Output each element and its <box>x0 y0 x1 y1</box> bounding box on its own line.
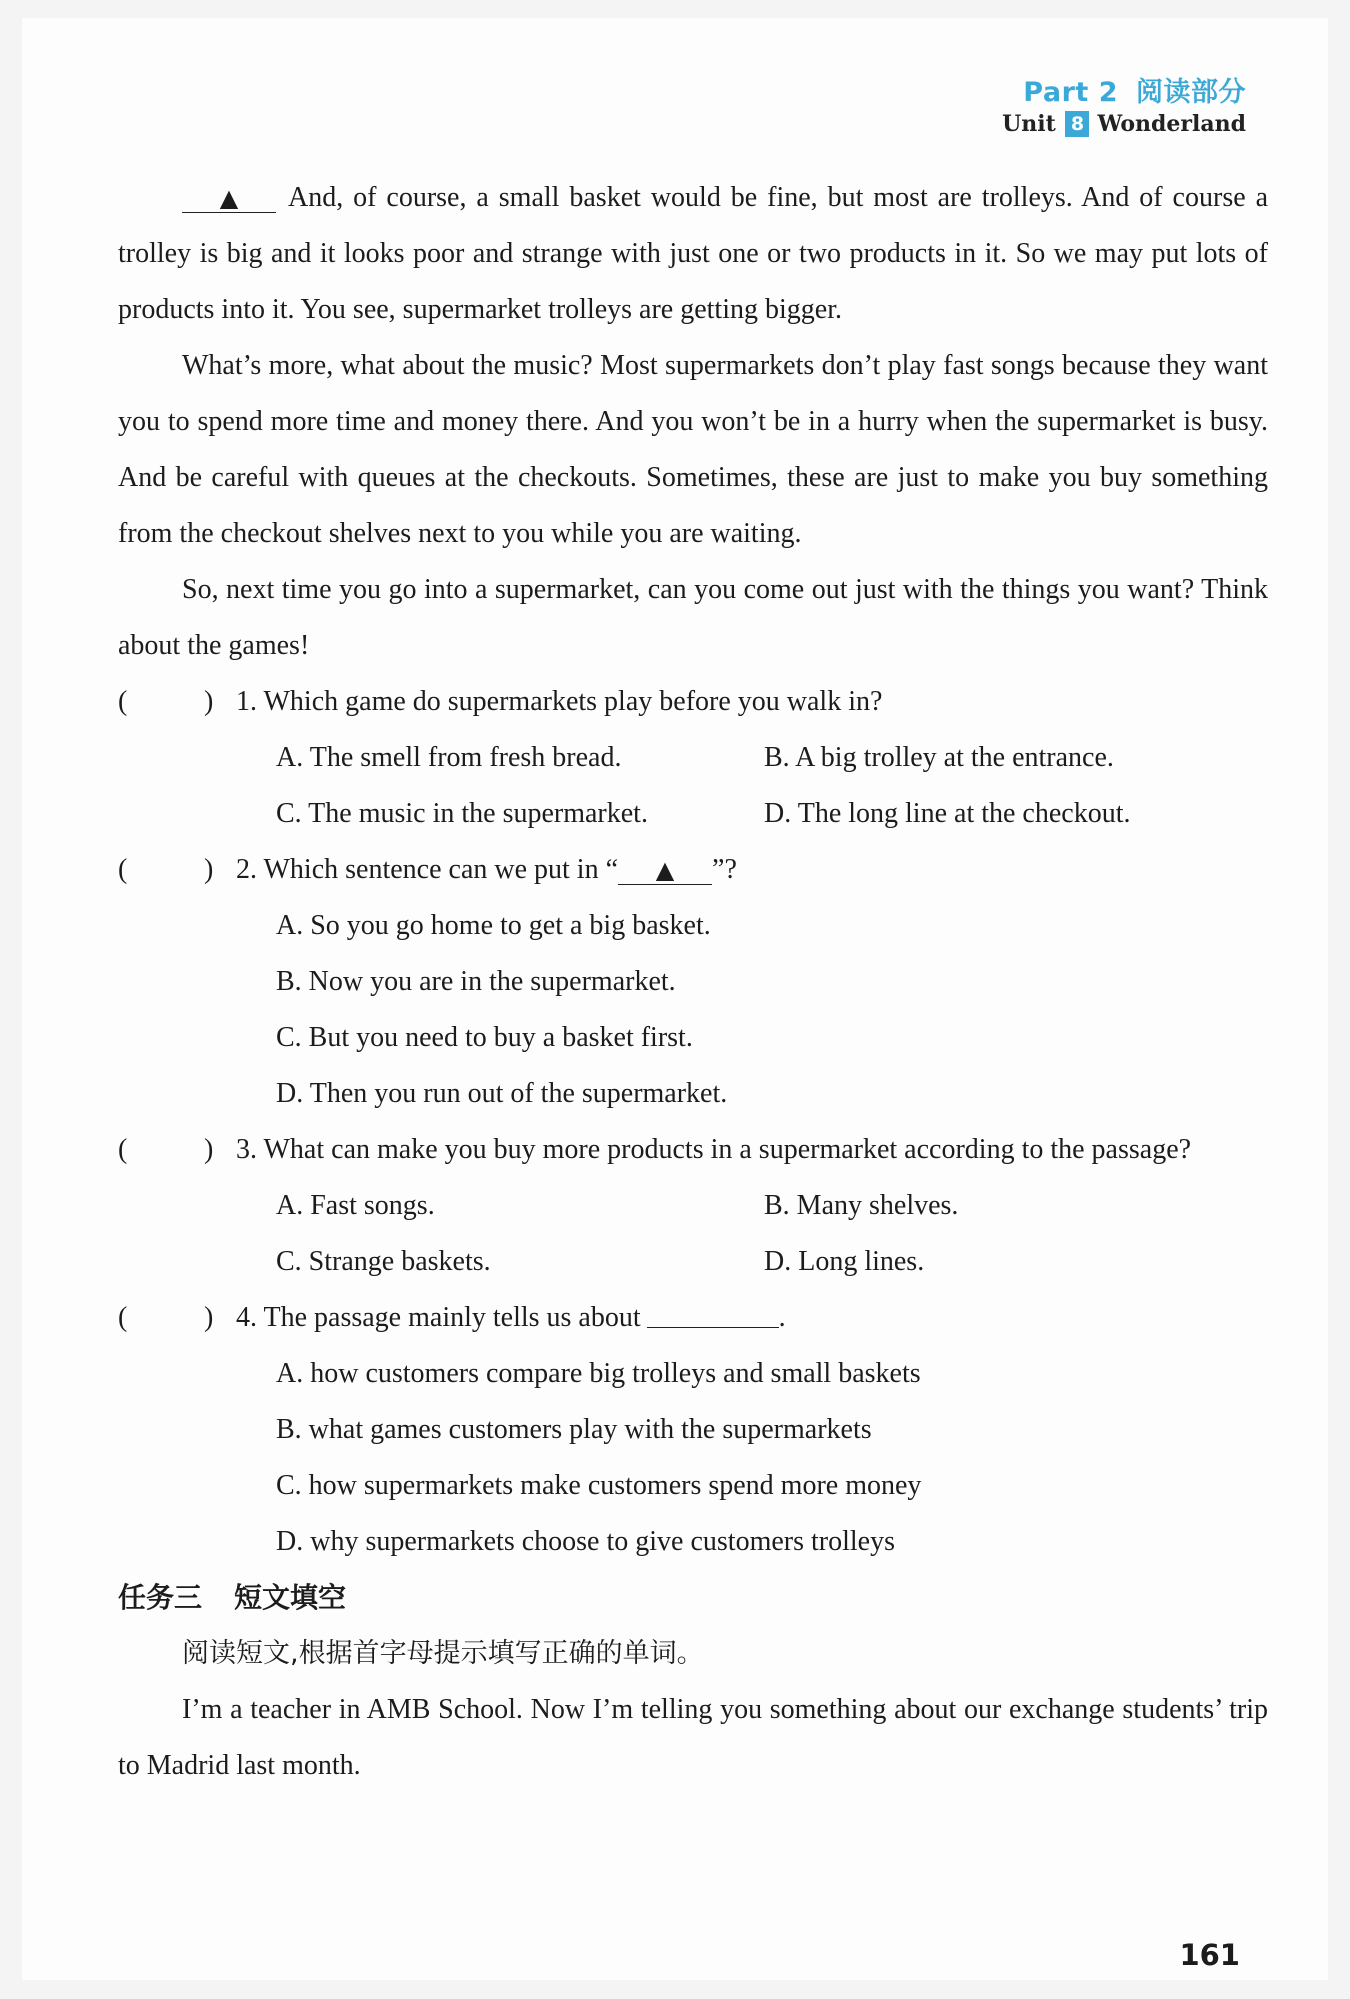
question-text: Which game do supermarkets play before you walk in? <box>263 686 883 717</box>
bracket-open: ( <box>118 1134 128 1165</box>
fill-blank[interactable] <box>647 1301 779 1328</box>
passage-paragraph-1 <box>118 170 1268 338</box>
answer-bracket[interactable] <box>118 842 214 898</box>
main-content <box>118 170 1268 1794</box>
option-d: D. The long line at the checkout. <box>764 798 1131 829</box>
option-a: A. Fast songs. <box>276 1190 435 1221</box>
question-1-options <box>118 730 1268 842</box>
unit-number-badge: 8 <box>1065 111 1089 137</box>
bracket-open: ( <box>118 686 128 717</box>
option-c: C. But you need to buy a basket first. <box>276 1022 693 1053</box>
question-text-end: . <box>778 1302 786 1333</box>
task3-title: 任务三 <box>118 1581 203 1614</box>
question-4 <box>118 1290 1268 1346</box>
answer-bracket[interactable] <box>118 674 214 730</box>
answer-bracket[interactable] <box>118 1122 214 1178</box>
unit-label: Unit <box>1002 111 1056 137</box>
bracket-close: ) <box>204 854 214 885</box>
page-number: 161 <box>1179 1938 1240 1972</box>
option-c: C. Strange baskets. <box>276 1246 491 1277</box>
task3-instruction: 阅读短文,根据首字母提示填写正确的单词。 <box>182 1638 704 1669</box>
option-d: D. why supermarkets choose to give customers trolleys <box>276 1526 895 1557</box>
answer-bracket[interactable] <box>118 1290 214 1346</box>
part-heading <box>1002 70 1246 109</box>
option-b: B. Now you are in the supermarket. <box>276 966 676 997</box>
part-cn-label: 阅读部分 <box>1136 77 1246 108</box>
option-a: A. The smell from fresh bread. <box>276 742 622 773</box>
page <box>22 18 1328 1980</box>
bracket-close: ) <box>204 1302 214 1333</box>
question-number: 1. <box>236 686 257 717</box>
question-3-options <box>118 1178 1268 1290</box>
bracket-open: ( <box>118 1302 128 1333</box>
question-text: Which sentence can we put in “ <box>263 854 619 885</box>
page-header <box>1002 70 1246 137</box>
question-text: What can make you buy more products in a supermarket according to the passage? <box>263 1134 1192 1165</box>
option-b: B. A big trolley at the entrance. <box>764 742 1114 773</box>
question-3 <box>118 1122 1268 1178</box>
option-c: C. how supermarkets make customers spend more money <box>276 1470 922 1501</box>
question-number: 4. <box>236 1302 257 1333</box>
paragraph-text: And, of course, a small basket would be fine, but most are trolleys. And of course a trolley is big and it looks poor and strange with just one or two products in it. So we may put lots of products into it. You see, supermarket trolleys are getting bigger. <box>118 182 1268 325</box>
question-4-options <box>118 1346 1268 1570</box>
question-2-options <box>118 898 1268 1122</box>
passage-paragraph-3: So, next time you go into a supermarket, can you come out just with the things you want? Think about the games! <box>118 574 1268 661</box>
bracket-close: ) <box>204 686 214 717</box>
triangle-icon: ▲ <box>655 856 675 884</box>
triangle-icon: ▲ <box>219 184 239 212</box>
question-2 <box>118 842 1268 898</box>
task3-subtitle: 短文填空 <box>234 1581 347 1614</box>
question-number: 3. <box>236 1134 257 1165</box>
unit-title: Wonderland <box>1097 111 1246 137</box>
answer-blank <box>182 184 276 213</box>
option-d: D. Long lines. <box>764 1246 925 1277</box>
option-d: D. Then you run out of the supermarket. <box>276 1078 728 1109</box>
unit-heading <box>1002 111 1246 137</box>
part-label: Part 2 <box>1023 77 1118 108</box>
passage-paragraph-2: What’s more, what about the music? Most supermarkets don’t play fast songs because they want you to spend more time and money there. And you won’t be in a hurry when the supermarket is busy. And be careful with queues at the checkouts. Sometimes, these are just to make you buy something from the checkout shelves next to you while you are waiting. <box>118 350 1268 549</box>
task3-heading <box>118 1570 1268 1626</box>
option-a: A. how customers compare big trolleys and small baskets <box>276 1358 921 1389</box>
task3-intro: I’m a teacher in AMB School. Now I’m telling you something about our exchange students’ trip to Madrid last month. <box>118 1694 1268 1781</box>
option-b: B. what games customers play with the supermarkets <box>276 1414 872 1445</box>
bracket-open: ( <box>118 854 128 885</box>
option-c: C. The music in the supermarket. <box>276 798 648 829</box>
option-a: A. So you go home to get a big basket. <box>276 910 711 941</box>
question-text-end: ”? <box>712 854 737 885</box>
question-1 <box>118 674 1268 730</box>
option-b: B. Many shelves. <box>764 1190 959 1221</box>
inline-blank <box>618 856 712 885</box>
bracket-close: ) <box>204 1134 214 1165</box>
question-text: The passage mainly tells us about <box>263 1302 641 1333</box>
question-number: 2. <box>236 854 257 885</box>
